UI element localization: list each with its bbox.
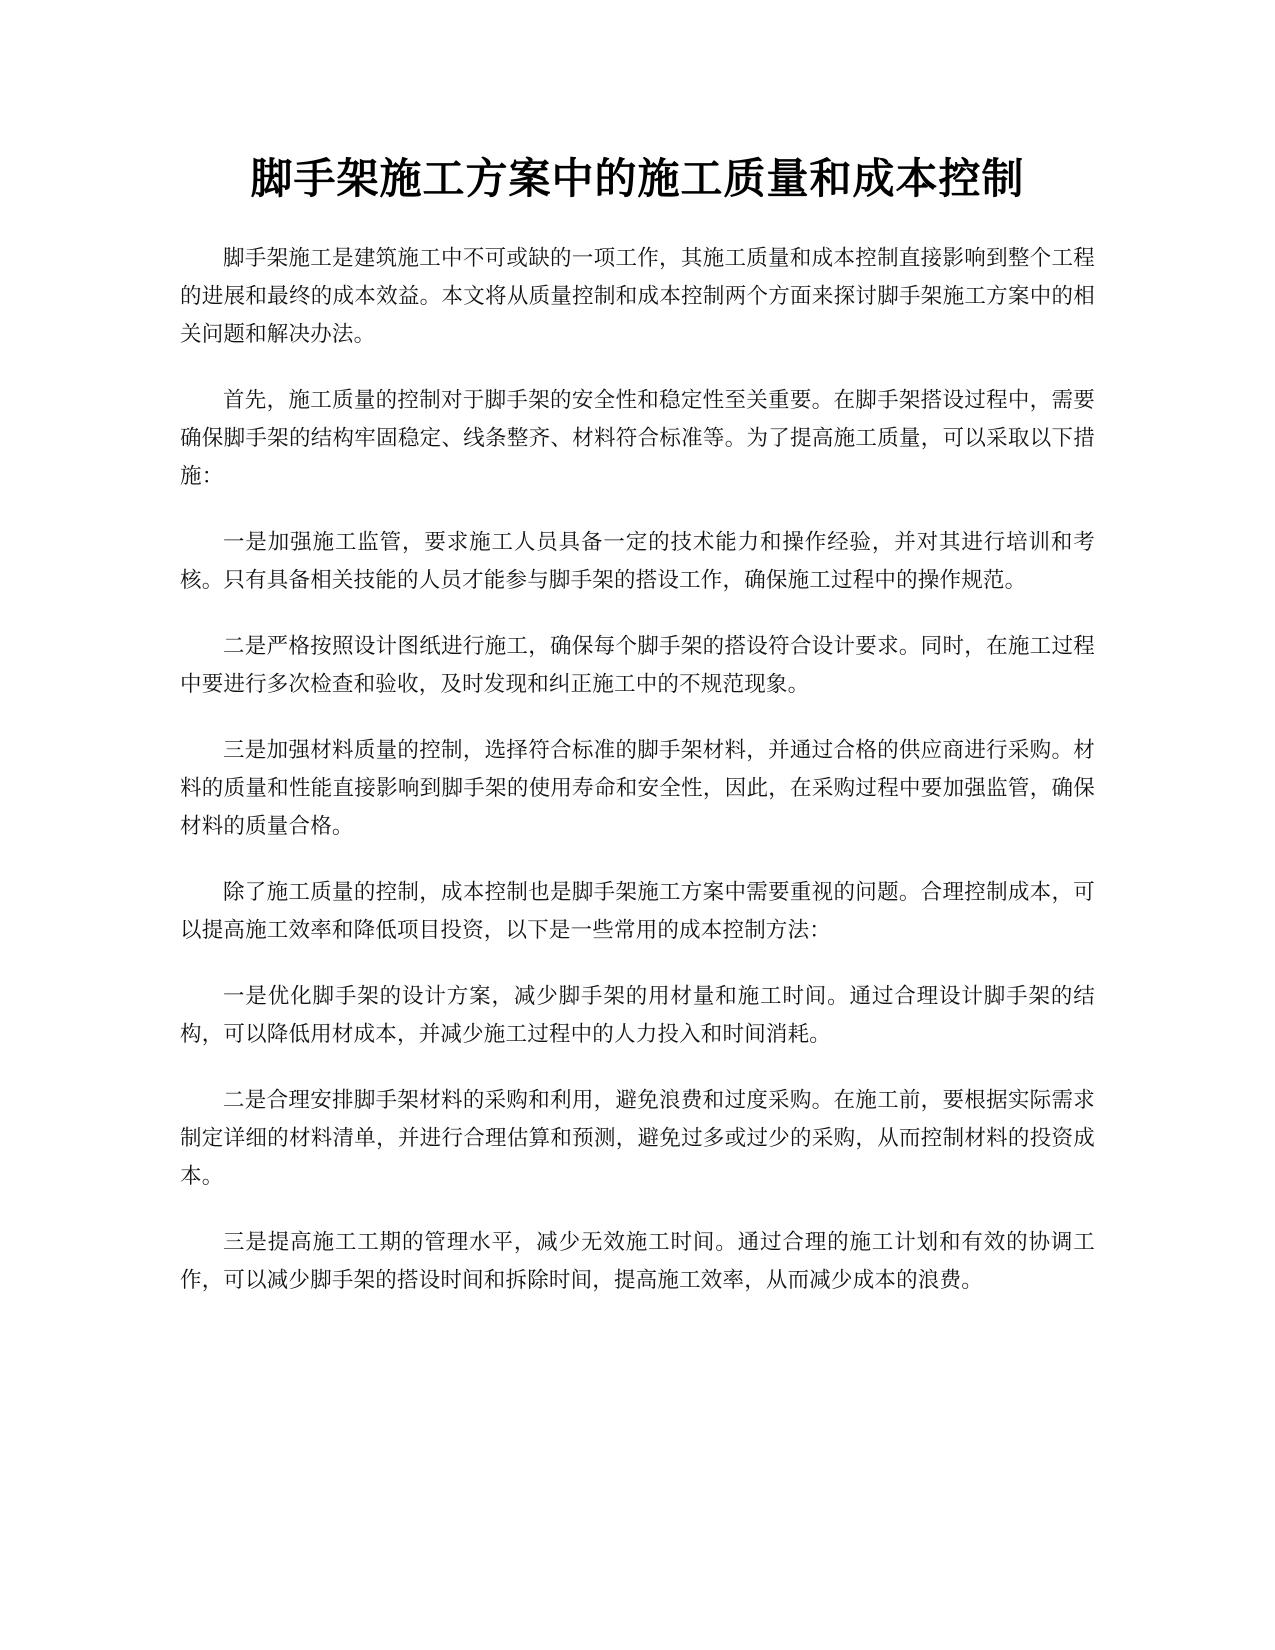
document-title: 脚手架施工方案中的施工质量和成本控制 — [250, 154, 1025, 203]
paragraph-quality-measure-2: 二是严格按照设计图纸进行施工，确保每个脚手架的搭设符合设计要求。同时，在施工过程中要进行多次检查和验收，及时发现和纠正施工中的不规范现象。 — [180, 634, 1095, 697]
paragraph-quality-overview: 首先，施工质量的控制对于脚手架的安全性和稳定性至关重要。在脚手架搭设过程中，需要确保脚手架的结构牢固稳定、线条整齐、材料符合标准等。为了提高施工质量，可以采取以下措施： — [180, 388, 1095, 489]
paragraph-intro: 脚手架施工是建筑施工中不可或缺的一项工作，其施工质量和成本控制直接影响到整个工程的进展和最终的成本效益。本文将从质量控制和成本控制两个方面来探讨脚手架施工方案中的相关问题和解决办法。 — [180, 246, 1095, 347]
document-body — [180, 240, 1095, 1328]
paragraph-cost-method-3: 三是提高施工工期的管理水平，减少无效施工时间。通过合理的施工计划和有效的协调工作，可以减少脚手架的搭设时间和拆除时间，提高施工效率，从而减少成本的浪费。 — [180, 1230, 1095, 1293]
paragraph-cost-method-1: 一是优化脚手架的设计方案，减少脚手架的用材量和施工时间。通过合理设计脚手架的结构，可以降低用材成本，并减少施工过程中的人力投入和时间消耗。 — [180, 984, 1095, 1047]
paragraph-cost-overview: 除了施工质量的控制，成本控制也是脚手架施工方案中需要重视的问题。合理控制成本，可以提高施工效率和降低项目投资，以下是一些常用的成本控制方法： — [180, 880, 1095, 943]
paragraph-cost-method-2: 二是合理安排脚手架材料的采购和利用，避免浪费和过度采购。在施工前，要根据实际需求制定详细的材料清单，并进行合理估算和预测，避免过多或过少的采购，从而控制材料的投资成本。 — [180, 1088, 1095, 1189]
paragraph-quality-measure-1: 一是加强施工监管，要求施工人员具备一定的技术能力和操作经验，并对其进行培训和考核。只有具备相关技能的人员才能参与脚手架的搭设工作，确保施工过程中的操作规范。 — [180, 530, 1095, 593]
paragraph-quality-measure-3: 三是加强材料质量的控制，选择符合标准的脚手架材料，并通过合格的供应商进行采购。材料的质量和性能直接影响到脚手架的使用寿命和安全性，因此，在采购过程中要加强监管，确保材料的质量合格。 — [180, 738, 1095, 839]
